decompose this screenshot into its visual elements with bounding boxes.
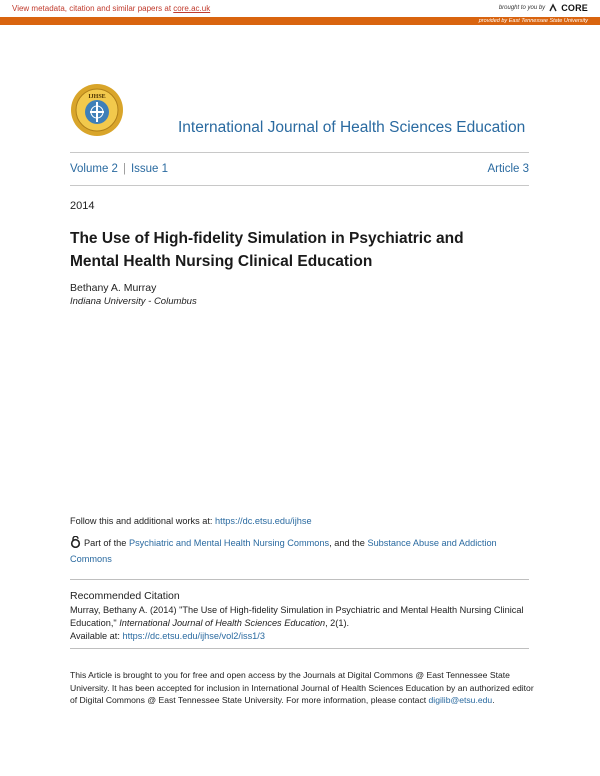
citation-text: Murray, Bethany A. (2014) "The Use of High-fidelity Simulation in Psychiatric and Mental Health Nursing Clinical Education,": [70, 605, 524, 628]
core-banner-text: View metadata, citation and similar papers at: [12, 4, 174, 13]
citation-divider-top: [70, 579, 529, 580]
citation-journal: International Journal of Health Sciences Education: [119, 618, 326, 628]
part-of-prefix: Part of the: [84, 538, 129, 548]
follow-link[interactable]: https://dc.etsu.edu/ijhse: [215, 516, 312, 526]
issue-breadcrumb: [70, 163, 529, 175]
brought-by-text: brought to you by: [498, 5, 546, 11]
psychiatric-nursing-commons-link[interactable]: Psychiatric and Mental Health Nursing Commons: [128, 538, 330, 548]
part-of-mid: , and the: [329, 538, 368, 548]
provider-bar: [0, 17, 600, 25]
part-of-commons: [70, 535, 535, 567]
author-affiliation: Indiana University - Columbus: [70, 296, 197, 307]
contact-email-link[interactable]: digilib@etsu.edu: [428, 695, 493, 705]
core-label: CORE: [561, 3, 588, 13]
open-access-icon: [70, 536, 81, 548]
publication-year: 2014: [70, 200, 95, 212]
access-statement-text: This Article is brought to you for free and open access by the Journals at Digital Commons @ East Tennessee State University. It has been accepted for inclusion in International Journal of Health Sciences Education by an authorized editor of Digital Commons @ East Tennessee State University. For more information, please contact: [70, 670, 534, 705]
journal-seal-logo-icon: [70, 83, 124, 137]
citation-link[interactable]: https://dc.etsu.edu/ijhse/vol2/iss1/3: [122, 631, 265, 641]
brought-by-core[interactable]: [499, 3, 588, 13]
follow-line: [70, 516, 312, 526]
available-label: Available at:: [70, 631, 123, 641]
core-metadata-banner: [12, 4, 210, 13]
access-statement-end: .: [492, 695, 495, 705]
article-link[interactable]: Article 3: [487, 163, 529, 175]
breadcrumb-separator: |: [122, 163, 126, 175]
divider-bottom: [70, 185, 529, 186]
citation-divider-bottom: [70, 648, 529, 649]
author-name: Bethany A. Murray: [70, 282, 157, 294]
journal-title[interactable]: International Journal of Health Sciences Education: [178, 119, 526, 136]
substance-abuse-commons-link[interactable]: Substance Abuse and Addiction Commons: [70, 538, 497, 564]
citation-volume: , 2(1).: [325, 618, 350, 628]
citation-body: [70, 604, 538, 643]
access-statement: [70, 669, 535, 707]
volume-link[interactable]: Volume 2: [70, 163, 118, 175]
logo-text: IJHSE: [88, 94, 106, 100]
core-logo-icon: [548, 3, 558, 13]
core-link[interactable]: core.ac.uk: [173, 4, 211, 13]
paper-title: The Use of High-fidelity Simulation in Psychiatric and Mental Health Nursing Clinical Education: [70, 230, 464, 270]
follow-text: Follow this and additional works at:: [70, 516, 216, 526]
divider-top: [70, 152, 529, 153]
provided-by-text: provided by East Tennessee State University: [478, 18, 588, 24]
citation-heading: Recommended Citation: [70, 590, 180, 602]
issue-link[interactable]: Issue 1: [130, 163, 169, 175]
